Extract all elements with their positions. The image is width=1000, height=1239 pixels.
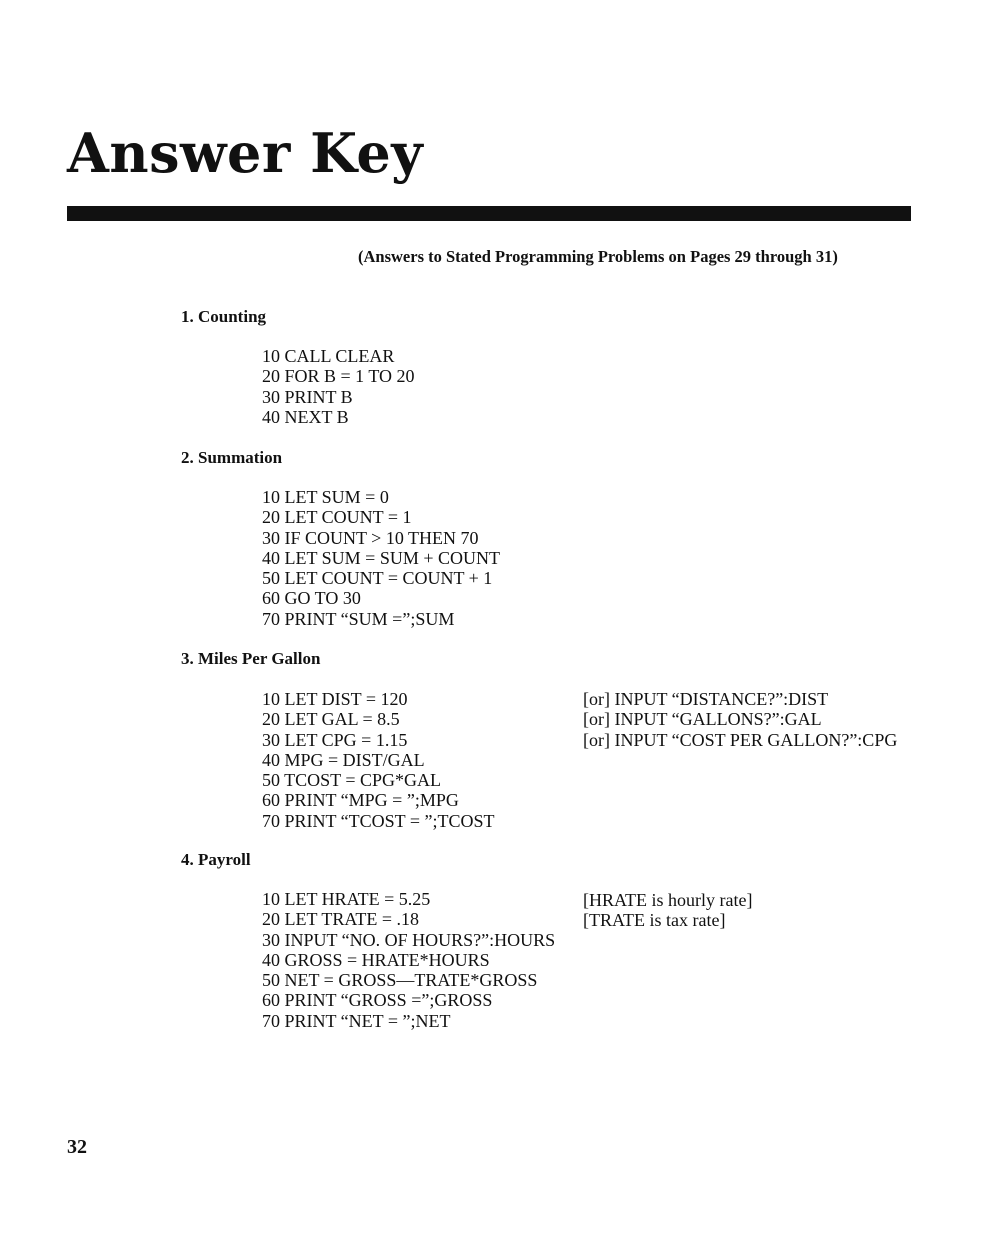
code-line: 70 PRINT “NET = ”;NET xyxy=(262,1010,451,1031)
notes-miles-per-gallon xyxy=(583,689,897,750)
code-line: 10 LET SUM = 0 xyxy=(262,487,389,507)
code-line: 60 PRINT “GROSS =”;GROSS xyxy=(262,990,493,1011)
code-line: 30 IF COUNT > 10 THEN 70 xyxy=(262,527,479,548)
code-line: 30 PRINT B xyxy=(262,386,353,407)
code-line: 30 INPUT “NO. OF HOURS?”:HOURS xyxy=(262,929,556,950)
page-subtitle: (Answers to Stated Programming Problems on Pages 29 through 31) xyxy=(358,247,838,266)
section-heading-payroll: 4. Payroll xyxy=(181,850,251,869)
note-line: [or] INPUT “GALLONS?”:GAL xyxy=(583,709,822,730)
section-heading-miles-per-gallon: 3. Miles Per Gallon xyxy=(181,649,321,668)
code-line: 40 LET SUM = SUM + COUNT xyxy=(262,547,500,568)
code-block-payroll xyxy=(262,889,555,1031)
code-line: 40 GROSS = HRATE*HOURS xyxy=(262,949,490,970)
code-line: 50 NET = GROSS—TRATE*GROSS xyxy=(262,970,538,991)
code-block-miles-per-gallon xyxy=(262,689,495,831)
code-line: 70 PRINT “TCOST = ”;TCOST xyxy=(262,810,495,831)
code-line: 60 PRINT “MPG = ”;MPG xyxy=(262,790,459,811)
page-title: Answer Key xyxy=(67,121,424,185)
note-line: [or] INPUT “DISTANCE?”:DIST xyxy=(583,689,829,709)
code-line: 40 NEXT B xyxy=(262,406,349,427)
section-heading-counting: 1. Counting xyxy=(181,307,267,326)
code-block-counting xyxy=(262,346,415,427)
code-block-summation xyxy=(262,487,500,629)
code-line: 10 CALL CLEAR xyxy=(262,346,395,366)
code-line: 50 TCOST = CPG*GAL xyxy=(262,770,442,791)
code-line: 20 LET GAL = 8.5 xyxy=(262,709,400,730)
title-rule xyxy=(67,206,911,221)
code-line: 50 LET COUNT = COUNT + 1 xyxy=(262,568,493,589)
page-number: 32 xyxy=(67,1136,87,1158)
code-line: 20 LET TRATE = .18 xyxy=(262,909,419,930)
code-line: 60 GO TO 30 xyxy=(262,588,361,609)
section-heading-summation: 2. Summation xyxy=(181,448,283,467)
notes-payroll xyxy=(583,890,752,931)
code-line: 20 LET COUNT = 1 xyxy=(262,507,412,528)
note-line: [TRATE is tax rate] xyxy=(583,910,726,931)
code-line: 30 LET CPG = 1.15 xyxy=(262,729,408,750)
code-line: 40 MPG = DIST/GAL xyxy=(262,749,425,770)
code-line: 10 LET HRATE = 5.25 xyxy=(262,889,431,909)
code-line: 10 LET DIST = 120 xyxy=(262,689,408,709)
note-line: [HRATE is hourly rate] xyxy=(583,890,753,910)
code-line: 70 PRINT “SUM =”;SUM xyxy=(262,608,455,629)
note-line: [or] INPUT “COST PER GALLON?”:CPG xyxy=(583,729,898,750)
code-line: 20 FOR B = 1 TO 20 xyxy=(262,366,415,387)
